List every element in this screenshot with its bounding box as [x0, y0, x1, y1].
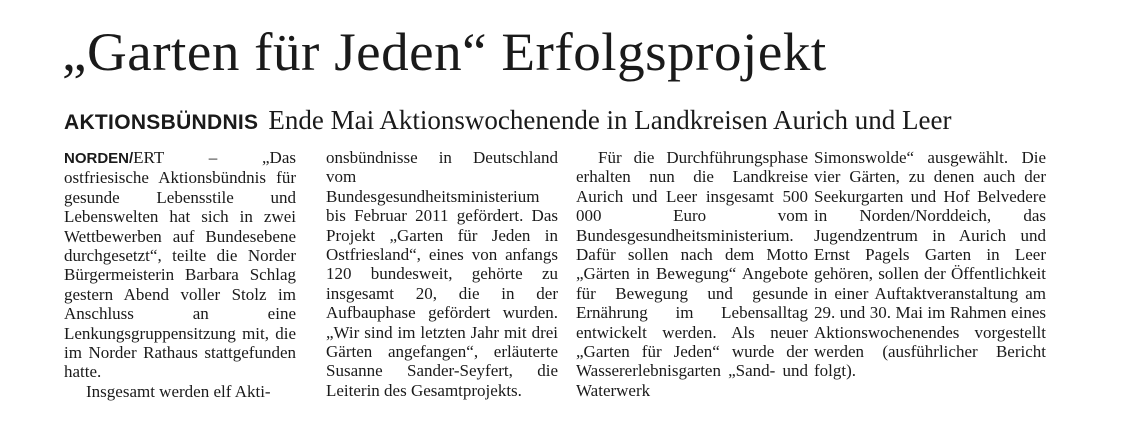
author-initials: ERT — [133, 148, 164, 167]
paragraph: onsbündnisse in Deutschland vom Bundesgesundheitsministerium bis Februar 2011 gefördert. Das Projekt „Garten für Jeden in Ostfriesland“, eines von anfangs 120 bundesweit, gehörte zu insgesamt 20, die in der Aufbauphase gefördert wurden. „Wir sind im letzten Jahr mit drei Gärten angefangen“, erläuterte Susanne Sander-Seyfert, die Leiterin des Gesamtprojekts. — [326, 148, 558, 400]
article-column-2 — [326, 148, 558, 400]
article-column-4 — [814, 148, 1046, 381]
paragraph-text: – „Das ostfriesische Aktionsbündnis für gesunde Lebensstile und Lebenswelten hat sich in zwei Wettbewerben auf Bundesebene durchgesetzt“, teilte die Norder Bürgermeisterin Barbara Schlag gestern Abend voller Stolz im Anschluss an eine Lenkungsgruppensitzung mit, die im Norder Rathaus stattgefunden hatte. — [64, 148, 296, 382]
paragraph: Simonswolde“ ausgewählt. Die vier Gärten, zu denen auch der Seekurgarten und Hof Belvedere in Norden/Norddeich, das Jugendzentrum in Aurich und Ernst Pagels Garten in Leer gehören, sollen der Öffentlichkeit in einer Auftaktveranstaltung am 29. und 30. Mai im Rahmen eines Aktionswochenendes vorgestellt werden (ausführlicher Bericht folgt). — [814, 148, 1046, 381]
deck-text: Ende Mai Aktionswochenende in Landkreisen Aurich und Leer — [268, 105, 952, 135]
kicker-label: AKTIONSBÜNDNIS — [64, 111, 259, 134]
headline: „Garten für Jeden“ Erfolgsprojekt — [62, 22, 827, 82]
paragraph: Für die Durchführungsphase erhalten nun die Landkreise Aurich und Leer insgesamt 500 000 Euro vom Bundesgesundheitsministerium. Dafür sollen nach dem Motto „Gärten in Bewegung“ Angebote für Bewegung und gesunde Ernährung im Lebensalltag entwickelt werden. Als neuer „Garten für Jeden“ wurde der Wassererlebnisgarten „Sand- und Waterwerk — [576, 148, 808, 400]
article-body — [64, 148, 1046, 401]
paragraph — [64, 148, 296, 382]
article-column-1 — [64, 148, 296, 401]
dateline: NORDEN/ — [64, 150, 134, 167]
article-column-3 — [576, 148, 808, 400]
subheadline — [64, 103, 951, 142]
paragraph: Insgesamt werden elf Akti- — [86, 381, 271, 401]
